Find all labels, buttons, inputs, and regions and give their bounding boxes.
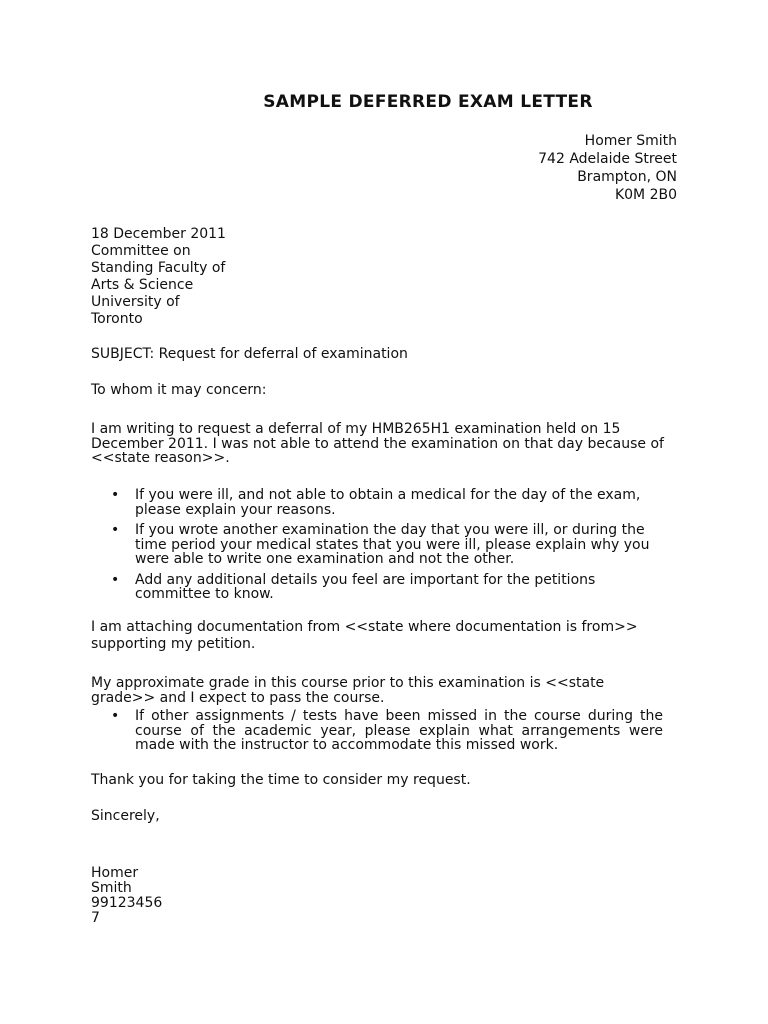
grade-paragraph: My approximate grade in this course prior to this examination is <<state grade>> and I expect to pass the course. <box>91 675 605 706</box>
list-item-text: If you wrote another examination the day that you were ill, or during the time period your medical states that you were ill, please explain why you were able to write one examination and not the other. <box>135 522 650 567</box>
signature-line: 99123456 <box>91 895 163 911</box>
signature-line: Smith <box>91 880 132 896</box>
sender-city: Brampton, ON <box>577 169 677 185</box>
letter-title: SAMPLE DEFERRED EXAM LETTER <box>263 92 593 112</box>
attaching-paragraph: I am attaching documentation from <<state where documentation is from>> supporting my petition. <box>91 619 638 652</box>
list-item-text: Add any additional details you feel are important for the petitions committee to know. <box>135 571 596 602</box>
thanks-line: Thank you for taking the time to consider my request. <box>91 772 471 788</box>
recipient-block <box>91 226 226 328</box>
sender-address <box>538 132 677 204</box>
list-item <box>91 573 671 602</box>
list-item-text: If you were ill, and not able to obtain a medical for the day of the exam, please explain your reasons. <box>135 487 641 518</box>
list-item <box>91 523 671 567</box>
recipient-line: University of <box>91 294 180 310</box>
list-item-text: If other assignments / tests have been missed in the course during the course of the academic year, please explain what arrangements were made with the instructor to accommodate this missed work. <box>135 708 663 753</box>
bullet-icon: • <box>111 487 120 503</box>
recipient-line: Toronto <box>91 311 143 327</box>
explanation-list <box>91 488 671 608</box>
list-item <box>91 709 663 753</box>
assignments-list <box>91 709 663 759</box>
subject-line: SUBJECT: Request for deferral of examination <box>91 346 408 362</box>
sender-postal: K0M 2B0 <box>614 187 677 203</box>
recipient-line: Standing Faculty of <box>91 260 226 276</box>
bullet-icon: • <box>111 571 120 588</box>
list-item <box>91 488 671 517</box>
bullet-icon: • <box>111 522 120 538</box>
sender-street: 742 Adelaide Street <box>538 151 677 167</box>
closing-line: Sincerely, <box>91 808 160 824</box>
recipient-line: Committee on <box>91 243 191 259</box>
intro-paragraph: I am writing to request a deferral of my HMB265H1 examination held on 15 December 2011. I was not able to attend the examination on that day because of <<state reason>>. <box>91 421 664 466</box>
sender-name: Homer Smith <box>584 133 677 149</box>
letter-date: 18 December 2011 <box>91 226 226 242</box>
bullet-icon: • <box>111 708 120 724</box>
signature-block <box>91 866 162 926</box>
recipient-line: Arts & Science <box>91 277 194 293</box>
salutation: To whom it may concern: <box>91 382 267 398</box>
signature-line: Homer <box>91 865 139 881</box>
signature-line: 7 <box>91 910 100 926</box>
